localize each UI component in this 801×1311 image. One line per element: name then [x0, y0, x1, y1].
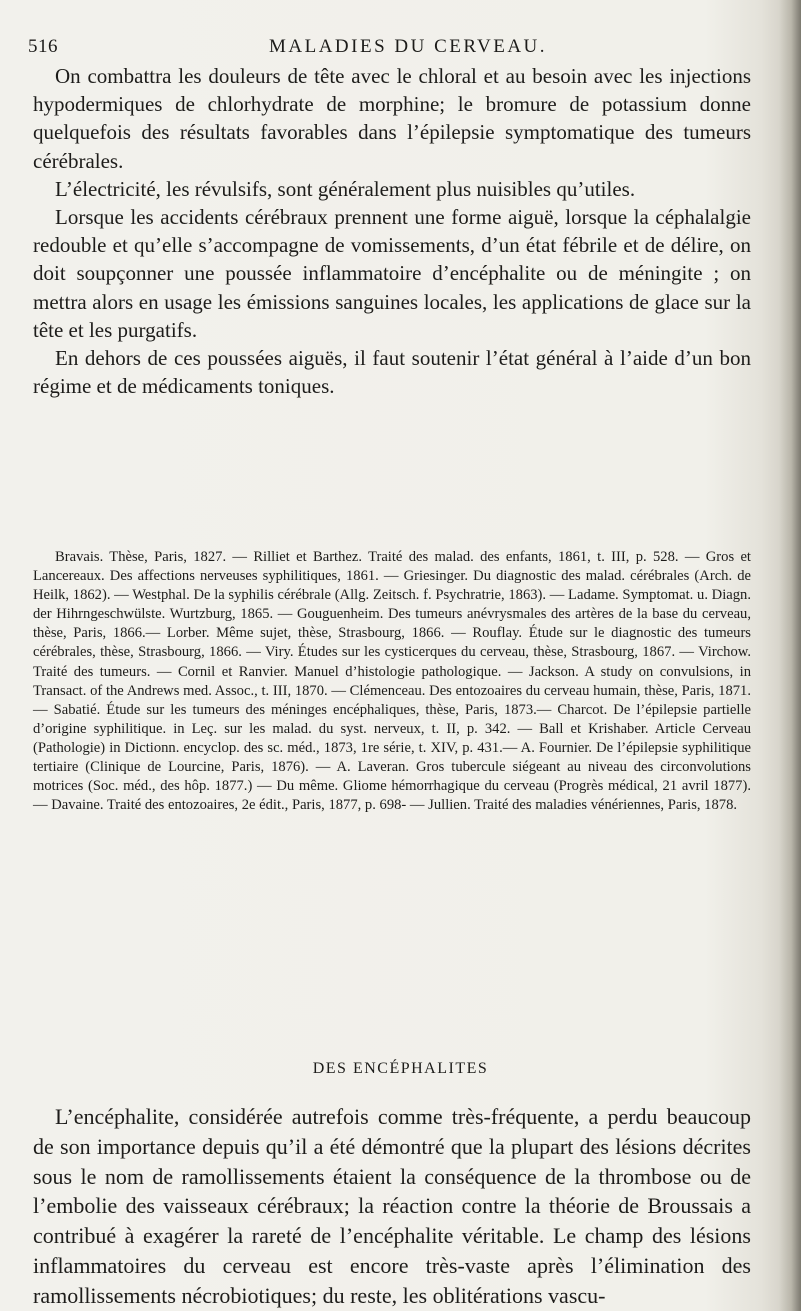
paragraph: L’encéphalite, considérée autrefois comme très-fréquente, a perdu beaucoup de son importance depuis qu’il a été démontré que la plupart des lésions décrites sous le nom de ramollissements étaient la conséquence de la thrombose ou de l’embolie des vaisseaux cérébraux; la réaction contre la théorie de Broussais a contribué à exagérer la rareté de l’encéphalite véritable. Le champ des lésions inflammatoires du cerveau est encore très-vaste après l’élimination des ramollissements nécrobiotiques; du reste, les oblitérations vascu- [33, 1104, 751, 1308]
bibliography-text: Bravais. Thèse, Paris, 1827. — Rilliet et Barthez. Traité des malad. des enfants, 1861, t. III, p. 528. — Gros et Lancereaux. Des affections nerveuses syphilitiques, 1861. — Griesinger. Du diagnostic des malad. cérébrales (Arch. de Heilk, 1862). — Westphal. De la syphilis cérébrale (Allg. Zeitsch. f. Psychratrie, 1863). — Ladame. Symptomat. u. Diagn. der Hihrngeschwülste. Wurtzburg, 1865. — Gouguenheim. Des tumeurs anévrysmales des artères de la base du cerveau, thèse, Paris, 1866.— Lorber. Même sujet, thèse, Strasbourg, 1866. — Rouflay. Étude sur le diagnostic des tumeurs cérébrales, thèse, Strasbourg, 1866. — Viry. Études sur les cysticerques du cerveau, thèse, Strasbourg, 1867. — Virchow. Traité des tumeurs. — Cornil et Ranvier. Manuel d’histologie pathologique. — Jackson. A study on convulsions, in Transact. of the Andrews med. Assoc., t. III, 1870. — Clémenceau. Des entozoaires du cerveau humain, thèse, Paris, 1871. — Sabatié. Étude sur les tumeurs des méninges encéphaliques, thèse, Paris, 1873.— Charcot. De l’épilepsie partielle d’origine syphilitique. in Leç. sur les malad. du syst. nerveux, t. II, p. 342. — Ball et Krishaber. Article Cerveau (Pathologie) in Dictionn. encyclop. des sc. méd., 1873, 1re série, t. XIV, p. 431.— A. Fournier. De l’épilepsie syphilitique tertiaire (Clinique de Lourcine, Paris, 1876). — A. Laveran. Gros tubercule siégeant au niveau des circonvolutions motrices (Soc. méd., des hôp. 1877.) — Du même. Gliome hémorrhagique du cerveau (Progrès médical, 21 avril 1877). — Davaine. Traité des entozoaires, 2e édit., Paris, 1877, p. 698- — Jullien. Traité des maladies vénériennes, Paris, 1878. [33, 549, 751, 814]
running-title: MALADIES DU CERVEAU. [268, 36, 548, 57]
paragraph: On combattra les douleurs de tête avec le chloral et au besoin avec les injections hypodermiques de chlorhydrate de morphine; le bromure de potassium donne quelquefois des résultats favorables dans l’épilepsie symptomatique des tumeurs cérébrales. [33, 64, 751, 173]
encephalite-text [33, 1102, 751, 1311]
paragraph: L’électricité, les révulsifs, sont généralement plus nuisibles qu’utiles. [55, 176, 636, 201]
treatment-text [33, 62, 751, 400]
section-title: DES ENCÉPHALITES [312, 1060, 489, 1077]
bibliography [33, 548, 751, 815]
page-edge-shadow [779, 0, 801, 1311]
page-number: 516 [28, 36, 58, 57]
page-header [28, 36, 748, 60]
paragraph: Lorsque les accidents cérébraux prennent une forme aiguë, lorsque la céphalalgie redouble et qu’elle s’accompagne de vomissements, d’un état fébrile et de délire, on doit soupçonner une poussée inflammatoire d’encéphalite ou de méningite ; on mettra alors en usage les émissions sanguines locales, les applications de glace sur la tête et les purgatifs. [33, 205, 751, 342]
paragraph: En dehors de ces poussées aiguës, il faut soutenir l’état général à l’aide d’un bon régime et de médicaments toniques. [33, 346, 751, 399]
